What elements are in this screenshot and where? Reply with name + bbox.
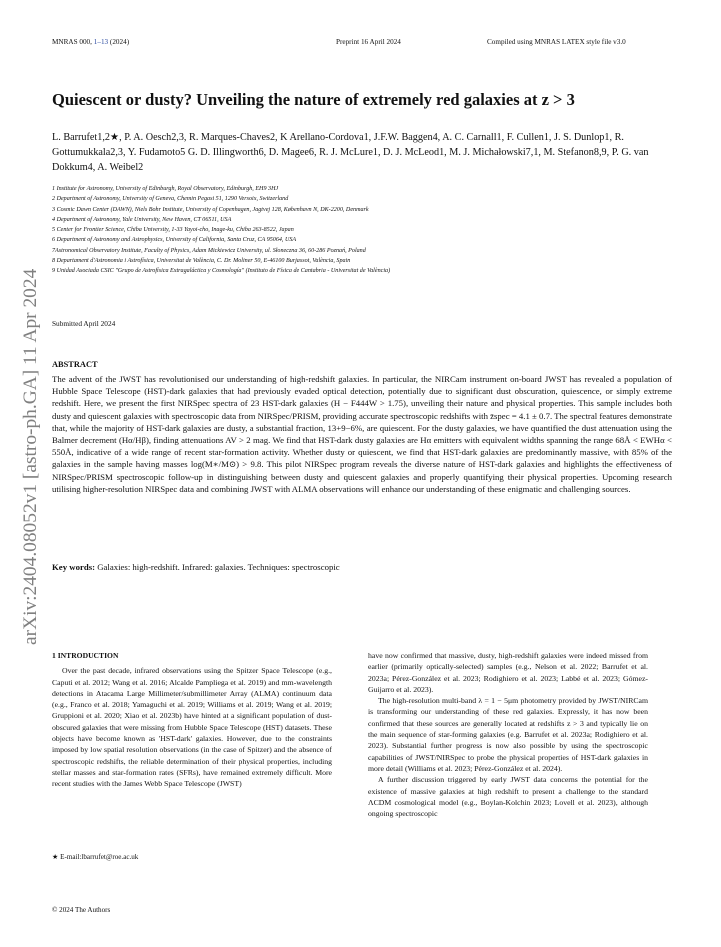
keywords-text: Galaxies: high-redshift. Infrared: galaxies. Techniques: spectroscopic	[97, 562, 340, 572]
abstract-heading: ABSTRACT	[52, 360, 98, 369]
copyright-notice: © 2024 The Authors	[52, 906, 111, 914]
affiliation-line: 5 Center for Frontier Science, Chiba University, 1-33 Yayoi-cho, Inage-ku, Chiba 263-8522, Japan	[52, 227, 294, 234]
section-heading-introduction: 1 INTRODUCTION	[52, 651, 119, 660]
submitted-date: Submitted April 2024	[52, 319, 116, 328]
keywords-line	[52, 562, 672, 572]
intro-paragraph-1-continued: have now confirmed that massive, dusty, high-redshift galaxies were indeed missed from earlier (primarily optically-selected) samples (e.g., Nelson et al. 2022; Barrufet et al. 2023a; Pérez-González et al. 2023; Rodighiero et al. 2023; Labbé et al. 2023; Gómez-Guijarro et al. 2023).	[368, 651, 648, 694]
page-range-link[interactable]: 1–13	[93, 38, 109, 46]
affiliation-line: 8 Departament d'Astronomia i Astrofísica, Universitat de València, C. Dr. Moliner 50, E-46100 Burjassot, València, Spain	[52, 258, 351, 265]
intro-paragraph-2: The high-resolution multi-band λ = 1 − 5μm photometry provided by JWST/NIRCam is transforming our understanding of these red galaxies. Expressly, it has now been confirmed that these sources are generally located at redshifts z > 3 and typically lie on the main sequence of star-forming galaxies (e.g. Barrufet et al. 2023a; Rodighiero et al. 2023). Substantial further progress is now also possible by using the spectroscopic capabilities of JWST/NIRSpec to probe the physical properties of HST-dark galaxies in more detail (Williams et al. 2023; Pérez-González et al. 2024).	[368, 696, 648, 773]
affiliation-line: 9 Unidad Asociada CSIC "Grupo de Astrofísica Extragaláctica y Cosmología" (Instituto de Física de Cantabria - Universitat de València)	[52, 268, 391, 275]
column-left	[52, 650, 332, 790]
keywords-label: Key words:	[52, 562, 96, 572]
affiliation-line: 6 Department of Astronomy and Astrophysics, University of California, Santa Cruz, CA 95064, USA	[52, 237, 297, 244]
intro-paragraph-1: Over the past decade, infrared observations using the Spitzer Space Telescope (e.g., Caputi et al. 2012; Wang et al. 2016; Alcalde Pampliega et al. 2019) and mm-wavelength detections in Atacama Large Millimeter/submillimeter Array (ALMA) continuum data (e.g., Franco et al. 2018; Yamaguchi et al. 2019; Williams et al. 2019; Wang et al. 2019; Gruppioni et al. 2020; Xiao et al. 2023b) have hinted at a significant population of dust-obscured galaxies that were missing from Hubble Space Telescope (HST) datasets. These objects have become known as 'HST-dark' galaxies. However, due to the constraints imposed by low spatial resolution observations (in the case of Spitzer) and the absence of spectroscopic redshifts, the reliable determination of their physical properties, including stellar masses and star-formation rates (SFRs), have remained extremely difficult. More recent studies with the James Webb Space Telescope (JWST)	[52, 666, 332, 789]
affiliation-line: 7Astronomical Observatory Institute, Faculty of Physics, Adam Mickiewicz University, ul. Słoneczna 36, 60-286 Poznań, Poland	[52, 247, 366, 254]
affiliation-line: 1 Institute for Astronomy, University of Edinburgh, Royal Observatory, Edinburgh, EH9 3HJ	[52, 186, 279, 192]
intro-paragraph-3: A further discussion triggered by early JWST data concerns the potential for the existence of massive galaxies at high redshift to present a challenge to the standard ΛCDM cosmological model (e.g., Boylan-Kolchin 2023; Lovell et al. 2023), although ongoing spectroscopic	[368, 775, 648, 819]
author-list: L. Barrufet1,2★, P. A. Oesch2,3, R. Marques-Chaves2, K Arellano-Cordova1, J.F.W. Baggen4, A. C. Carnall1, F. Cullen1, J. S. Dunlop1, R. Gottumukkala2,3, Y. Fudamoto5 G. D. Illingworth6, D. Magee6, R. J. McLure1, D. J. McLeod1, M. J. Michałowski7,1, M. Stefanon8,9, P. G. van Dokkum4, A. Weibel2	[52, 132, 649, 173]
affiliation-line: 4 Department of Astronomy, Yale University, New Haven, CT 06511, USA	[52, 216, 232, 223]
corresponding-author-email: ★ E-mail:lbarrufet@roe.ac.uk	[52, 853, 139, 861]
abstract-text: The advent of the JWST has revolutionised our understanding of high-redshift galaxies. In particular, the NIRCam instrument on-board JWST has revealed a population of Hubble Space Telescope (HST)-dark galaxies that had previously evaded optical detection, potentially due to significant dust obscuration, quiescence, or simply extreme redshift. Here, we present the first NIRSpec spectra of 23 HST-dark galaxies (H − F444W > 1.75), unveiling their nature and physical properties. This sample includes both dusty and quiescent galaxies with spectroscopic data from NIRSpec/PRISM, providing accurate spectroscopic redshifts with z̄spec = 4.1 ± 0.7. The spectral features demonstrate that, while the majority of HST-dark galaxies are dusty, a substantial fraction, 13+9−6%, are quiescent. For the dusty galaxies, we have quantified the dust attenuation using the Balmer decrement (Hα/Hβ), finding attenuations AV > 2 mag. We find that HST-dark dusty galaxies are Hα emitters with equivalent widths spanning the range 68Å < EWHα < 550Å, indicative of a wide range of recent star-formation activity. Whether dusty or quiescent, we find that HST-dark galaxies are predominantly massive, with 85% of the galaxies in the sample having masses log(M∗/M⊙) > 9.8. This pilot NIRSpec program reveals the diverse nature of HST-dark galaxies and highlights the effectiveness of NIRSpec/PRISM spectroscopic follow-up in distinguishing between dusty and quiescent galaxies and properly quantifying their physical properties. Upcoming research utilising higher-resolution NIRSpec data and combining JWST with ALMA observations will enhance our understanding of these enigmatic and challenging sources.	[52, 374, 672, 494]
paper-title: Quiescent or dusty? Unveiling the nature of extremely red galaxies at z > 3	[52, 90, 575, 109]
journal-ref: MNRAS 000,	[52, 38, 94, 46]
arxiv-identifier[interactable]: arXiv:2404.08052v1 [astro-ph.GA] 11 Apr 2024	[20, 268, 41, 645]
affiliations	[52, 184, 674, 277]
compiled-note: Compiled using MNRAS LATEX style file v3.0	[487, 38, 626, 46]
affiliation-line: 3 Cosmic Dawn Center (DAWN), Niels Bohr Institute, University of Copenhagen, Jagtvej 128, København N, DK-2200, Denmark	[52, 206, 369, 213]
journal-year: (2024)	[108, 38, 130, 46]
preprint-date: Preprint 16 April 2024	[336, 38, 401, 46]
column-right	[368, 650, 648, 819]
running-header-journal	[52, 38, 129, 46]
affiliation-line: 2 Department of Astronomy, University of Geneva, Chemin Pegasi 51, 1290 Versoix, Switzerland	[52, 196, 289, 203]
